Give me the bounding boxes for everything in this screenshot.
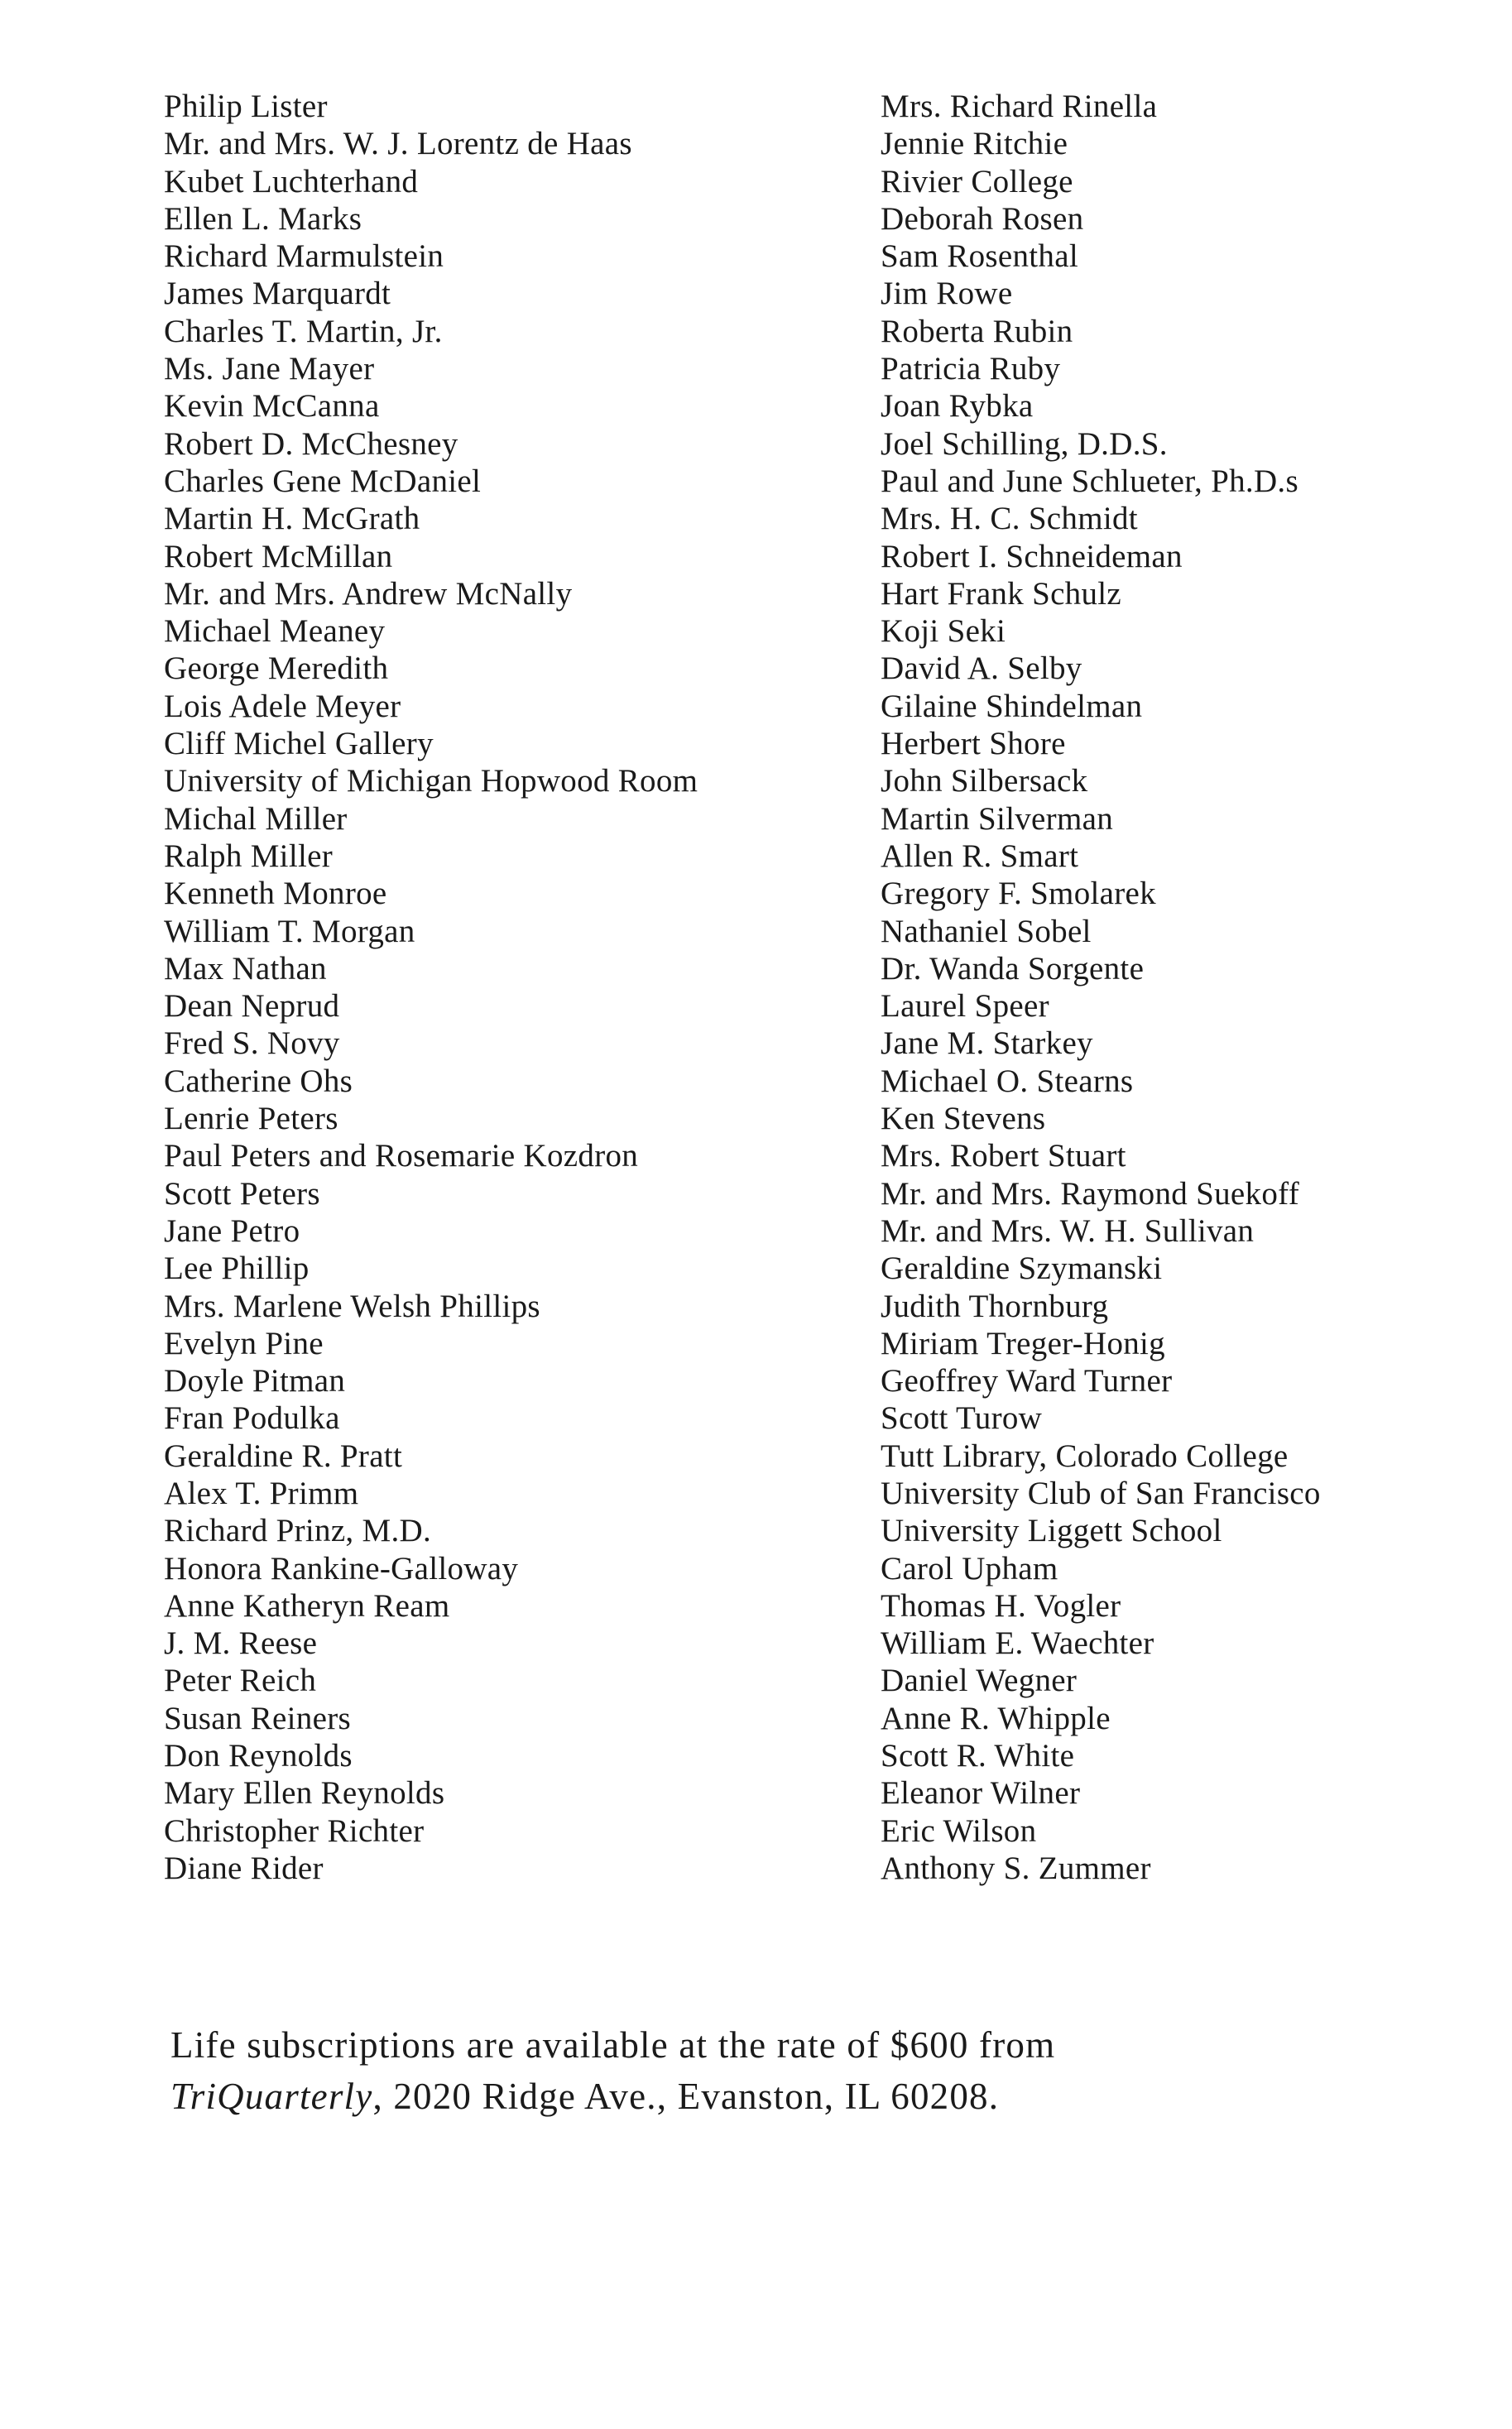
subscriber-name: Mrs. H. C. Schmidt — [881, 501, 1138, 537]
subscriber-name: Deborah Rosen — [881, 200, 1084, 237]
subscriber-name: Michael O. Stearns — [881, 1063, 1134, 1099]
subscriber-name: Anne R. Whipple — [881, 1700, 1111, 1736]
subscriber-name: Dean Neprud — [164, 988, 340, 1025]
subscriber-name: Geraldine R. Pratt — [164, 1438, 403, 1474]
subscriber-name: Mary Ellen Reynolds — [164, 1775, 445, 1812]
subscriber-name: James Marquardt — [164, 276, 391, 312]
subscriber-name: Mr. and Mrs. W. H. Sullivan — [881, 1212, 1255, 1249]
subscriber-name: Scott Peters — [164, 1175, 320, 1212]
subscriber-name: Kenneth Monroe — [164, 876, 387, 912]
subscriber-name: David A. Selby — [881, 650, 1082, 687]
subscriber-name: Koji Seki — [881, 613, 1006, 650]
subscriber-name: Joel Schilling, D.D.S. — [881, 425, 1168, 462]
subscriber-name: Mr. and Mrs. W. J. Lorentz de Haas — [164, 126, 632, 162]
subscriber-name: Geoffrey Ward Turner — [881, 1363, 1173, 1399]
subscription-note-line-1: Life subscriptions are available at the rate of $600 from — [170, 2024, 1056, 2066]
subscriber-name: Catherine Ohs — [164, 1063, 353, 1099]
subscriber-name: Paul Peters and Rosemarie Kozdron — [164, 1138, 639, 1174]
address-text: , 2020 Ridge Ave., Evanston, IL 60208. — [372, 2076, 1000, 2117]
subscriber-name: Ralph Miller — [164, 838, 333, 874]
subscriber-name: Daniel Wegner — [881, 1663, 1078, 1699]
subscriber-list-right — [881, 88, 1493, 1887]
subscriber-name: University Club of San Francisco — [881, 1475, 1321, 1511]
subscriber-name: Anne Katheryn Ream — [164, 1587, 450, 1624]
subscriber-name: Martin H. McGrath — [164, 501, 420, 537]
subscriber-name: Eric Wilson — [881, 1812, 1037, 1849]
subscriber-name: Susan Reiners — [164, 1700, 351, 1736]
subscriber-name: Kubet Luchterhand — [164, 163, 419, 199]
subscriber-name: Fred S. Novy — [164, 1025, 340, 1062]
subscriber-name: Alex T. Primm — [164, 1475, 359, 1511]
subscriber-name: Geraldine Szymanski — [881, 1251, 1163, 1287]
subscriber-name: Carol Upham — [881, 1550, 1058, 1587]
subscriber-name: Jane M. Starkey — [881, 1025, 1093, 1062]
subscriber-name: Honora Rankine-Galloway — [164, 1550, 519, 1587]
subscriber-name: Diane Rider — [164, 1850, 324, 1886]
subscriber-name: Evelyn Pine — [164, 1325, 324, 1361]
subscriber-name: Scott R. White — [881, 1738, 1075, 1774]
subscriber-name: Philip Lister — [164, 89, 328, 124]
subscriber-name: Jane Petro — [164, 1212, 300, 1249]
subscriber-name: Cliff Michel Gallery — [164, 726, 434, 762]
subscriber-name: Ellen L. Marks — [164, 200, 362, 237]
subscriber-name: Robert McMillan — [164, 538, 393, 574]
subscriber-name: William E. Waechter — [881, 1625, 1154, 1662]
magazine-name: TriQuarterly — [170, 2076, 373, 2117]
subscriber-name: William T. Morgan — [164, 913, 415, 949]
subscriber-name: Ms. Jane Mayer — [164, 351, 375, 387]
subscriber-name: Richard Marmulstein — [164, 238, 444, 275]
subscriber-name: Martin Silverman — [881, 800, 1113, 837]
subscriber-name: Robert I. Schneideman — [881, 538, 1183, 574]
subscriber-name: Charles Gene McDaniel — [164, 463, 482, 499]
subscriber-name: Gregory F. Smolarek — [881, 876, 1156, 912]
subscriber-name: Lee Phillip — [164, 1251, 310, 1287]
subscriber-name: Tutt Library, Colorado College — [881, 1438, 1289, 1474]
subscriber-name: Christopher Richter — [164, 1812, 425, 1849]
subscriber-name: John Silbersack — [881, 763, 1088, 799]
subscriber-name: J. M. Reese — [164, 1625, 318, 1662]
subscriber-name: Allen R. Smart — [881, 838, 1079, 874]
subscriber-name: Doyle Pitman — [164, 1363, 346, 1399]
subscriber-name: Paul and June Schlueter, Ph.D.s — [881, 463, 1298, 499]
subscriber-name: Ken Stevens — [881, 1101, 1046, 1137]
subscriber-name: Roberta Rubin — [881, 313, 1073, 349]
subscriber-name: Lois Adele Meyer — [164, 688, 401, 724]
subscriber-name: Max Nathan — [164, 950, 327, 986]
subscriber-name: Robert D. McChesney — [164, 425, 458, 462]
subscriber-name: Nathaniel Sobel — [881, 913, 1092, 949]
subscriber-name: Judith Thornburg — [881, 1288, 1109, 1324]
subscriber-name: Mrs. Richard Rinella — [881, 89, 1158, 124]
subscriber-name: Michal Miller — [164, 800, 348, 837]
subscription-note — [170, 2019, 1453, 2122]
subscriber-name: Richard Prinz, M.D. — [164, 1513, 432, 1549]
subscriber-name: Patricia Ruby — [881, 351, 1061, 387]
subscriber-name: Mrs. Marlene Welsh Phillips — [164, 1288, 540, 1324]
subscriber-name: Herbert Shore — [881, 726, 1066, 762]
subscriber-name: University Liggett School — [881, 1513, 1222, 1549]
subscriber-name: Sam Rosenthal — [881, 238, 1078, 275]
subscriber-name: Anthony S. Zummer — [881, 1850, 1151, 1886]
subscriber-name: Fran Podulka — [164, 1400, 340, 1437]
subscriber-name: Mr. and Mrs. Andrew McNally — [164, 575, 573, 612]
subscriber-name: Peter Reich — [164, 1663, 317, 1699]
subscriber-name: Kevin McCanna — [164, 388, 380, 425]
subscriber-name: Eleanor Wilner — [881, 1775, 1081, 1812]
subscriber-name: Mrs. Robert Stuart — [881, 1138, 1126, 1174]
subscriber-name: Laurel Speer — [881, 988, 1049, 1025]
subscriber-name: Dr. Wanda Sorgente — [881, 950, 1145, 986]
subscriber-list-left — [164, 88, 826, 1887]
subscriber-name: Lenrie Peters — [164, 1101, 338, 1137]
subscriber-name: George Meredith — [164, 650, 389, 687]
subscriber-name: Rivier College — [881, 163, 1073, 199]
subscriber-name: Jennie Ritchie — [881, 126, 1068, 162]
subscriber-name: Don Reynolds — [164, 1738, 353, 1774]
subscriber-name: Jim Rowe — [881, 276, 1013, 312]
subscriber-name: University of Michigan Hopwood Room — [164, 763, 698, 799]
subscription-note-line-2 — [170, 2071, 1453, 2122]
subscriber-name: Gilaine Shindelman — [881, 688, 1143, 724]
subscriber-name: Scott Turow — [881, 1400, 1043, 1437]
subscriber-name: Hart Frank Schulz — [881, 575, 1122, 612]
subscriber-name: Miriam Treger-Honig — [881, 1325, 1165, 1361]
subscriber-name: Michael Meaney — [164, 613, 386, 650]
subscriber-name: Charles T. Martin, Jr. — [164, 313, 443, 349]
subscriber-name: Joan Rybka — [881, 388, 1034, 425]
subscriber-name: Mr. and Mrs. Raymond Suekoff — [881, 1175, 1299, 1212]
subscriber-name: Thomas H. Vogler — [881, 1587, 1121, 1624]
